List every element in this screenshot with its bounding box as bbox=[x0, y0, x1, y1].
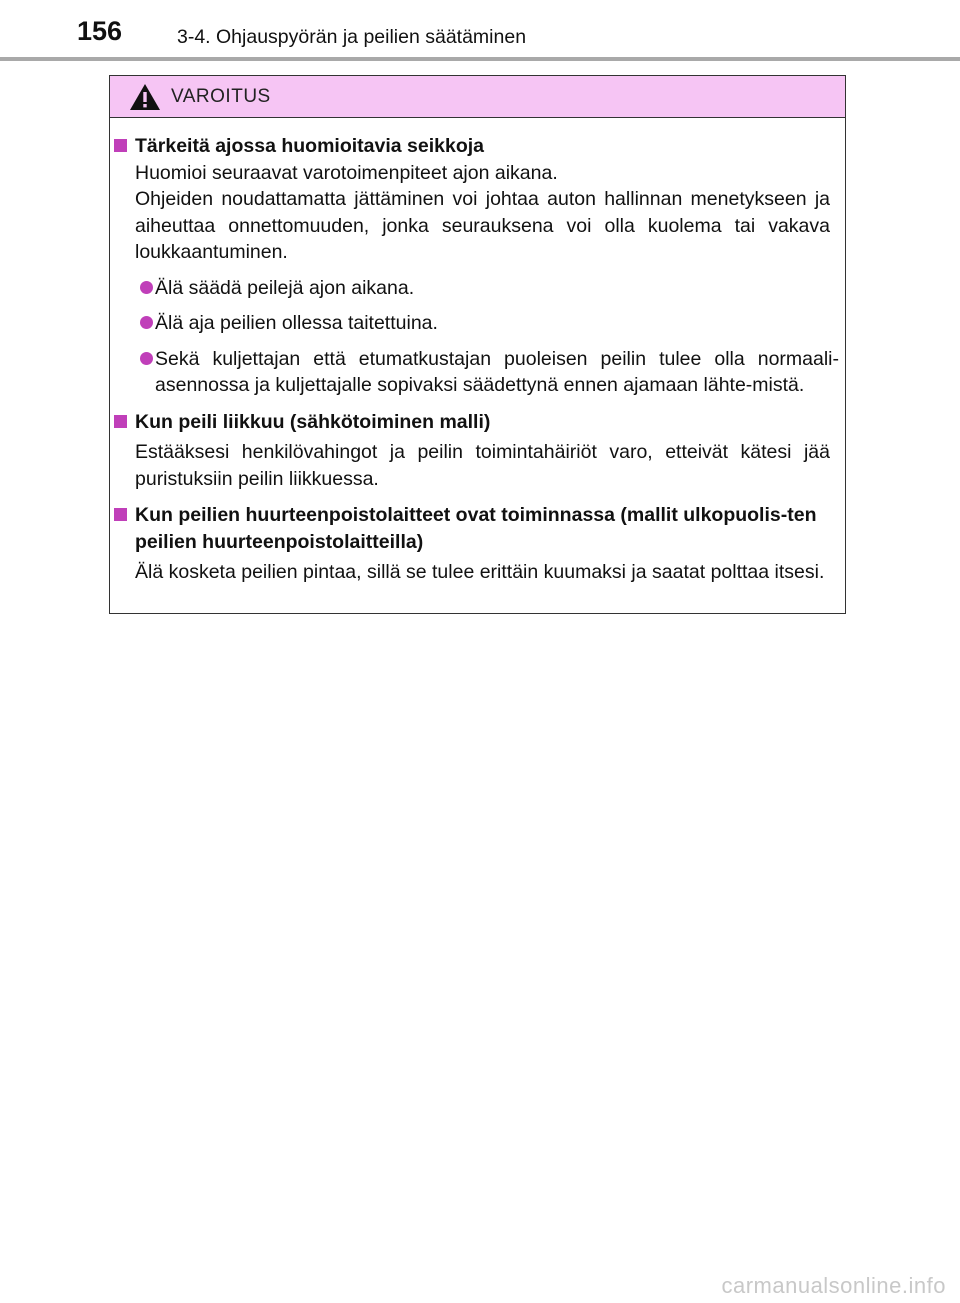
paragraph: Huomioi seuraavat varotoimenpiteet ajon aikana. bbox=[135, 161, 558, 184]
square-bullet-icon bbox=[114, 415, 127, 428]
section-heading bbox=[110, 502, 847, 555]
round-bullet-icon bbox=[140, 352, 153, 365]
section-heading bbox=[110, 133, 847, 160]
square-bullet-icon bbox=[114, 139, 127, 152]
warning-box bbox=[109, 75, 846, 614]
warning-label: VAROITUS bbox=[171, 86, 271, 107]
section-heading-text: Kun peili liikkuu (sähkötoiminen malli) bbox=[135, 410, 491, 433]
section-heading-text: Kun peilien huurteenpoistolaitteet ovat toiminnassa (mallit ulkopuolis-ten peilien huurteenpoistolaitteilla) bbox=[135, 504, 817, 553]
list-item-text: Älä aja peilien ollessa taitettuina. bbox=[155, 312, 438, 334]
header-divider bbox=[0, 57, 960, 61]
list-item bbox=[110, 275, 847, 302]
list-item bbox=[110, 346, 847, 399]
section-title: 3-4. Ohjauspyörän ja peilien säätäminen bbox=[177, 26, 527, 48]
list-item bbox=[110, 310, 847, 337]
round-bullet-icon bbox=[140, 281, 153, 294]
warning-content bbox=[110, 133, 847, 586]
list-item-text: Älä säädä peilejä ajon aikana. bbox=[155, 276, 415, 299]
warning-triangle-icon bbox=[129, 83, 161, 111]
square-bullet-icon bbox=[114, 508, 127, 521]
paragraph: Ohjeiden noudattamatta jättäminen voi johtaa auton hallinnan menetykseen ja aiheuttaa onnettomuuden, jonka seurauksena voi olla kuolema tai vakava loukkaantuminen. bbox=[135, 188, 830, 263]
warning-header bbox=[110, 76, 845, 118]
list-item-text: Sekä kuljettajan että etumatkustajan puoleisen peilin tulee olla normaali-asennossa ja kuljettajalle sopivaksi säädettynä ennen ajamaan lähte-mistä. bbox=[155, 347, 839, 396]
paragraph: Estääksesi henkilövahingot ja peilin toimintahäiriöt varo, etteivät kätesi jää puristuksiin peilin liikkuessa. bbox=[135, 441, 830, 490]
section-heading-text: Tärkeitä ajossa huomioitavia seikkoja bbox=[135, 135, 484, 157]
paragraph: Älä kosketa peilien pintaa, sillä se tulee erittäin kuumaksi ja saatat polttaa itsesi. bbox=[135, 561, 825, 583]
page-number: 156 bbox=[77, 16, 123, 46]
round-bullet-icon bbox=[140, 316, 153, 329]
section-heading bbox=[110, 409, 847, 436]
watermark: carmanualsonline.info bbox=[721, 1273, 946, 1298]
